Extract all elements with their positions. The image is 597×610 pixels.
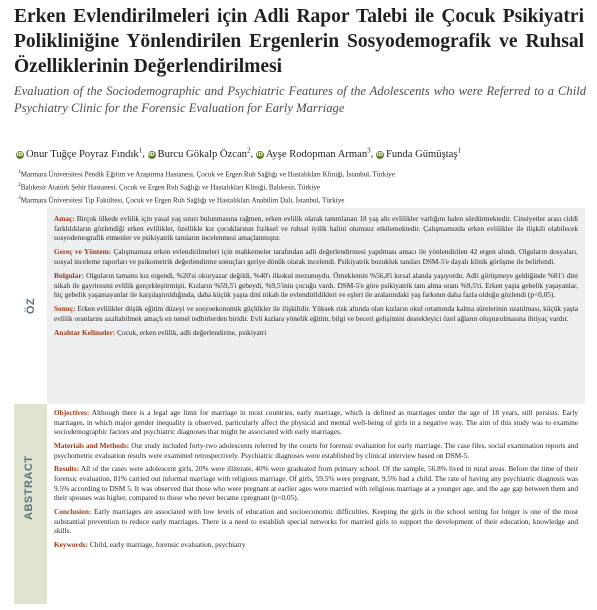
- orcid-icon[interactable]: iD: [148, 151, 155, 158]
- orcid-icon[interactable]: iD: [376, 151, 384, 158]
- oz-body: [54, 214, 578, 342]
- oz-section: Sonuç: Erken evlilikler düşük eğitim düzeyi ve sosyoekonomik güçlükler ile ilişkilidir. Yüksek risk altında olan kızların okul ortamında kalma sürelerinin uzatılması, küçük yaşta evlilik oranlarını azaltabilmek amaçlı en temel tedbirlerden biridir. Evli kızlara yönelik eğitim, bilgi ve beceri gelişimini destekleyici özel ağların oluşturulmasına ihtiyaç vardır.: [54, 304, 578, 323]
- english-abstract-panel: [14, 404, 585, 604]
- oz-keywords: Anahtar Kelimeler: Çocuk, erken evlilik, adli değerlendirme, psikiyatri: [54, 327, 267, 337]
- oz-section: Gereç ve Yöntem: Çalışmamıza erken evlendirilmeleri için mahkemeler tarafından adli değerlendirmesi yapılması amacı ile yönlendirilen 42 ergen alındı. Olguların dosyaları, sosyal inceleme raporları ve psikometrik değerlendirme sonuçları geriye dönük olarak incelendi. Psikiyatrik bozukluk tanıları DSM-5'e dayalı klinik görüşme ile belirlendi.: [54, 247, 578, 266]
- affiliation-list: [18, 167, 588, 206]
- oz-label: ÖZ: [25, 297, 37, 315]
- abstract-body: [54, 408, 578, 554]
- affiliation: $^3$Marmara Üniversitesi Tıp Fakültesi, Çocuk ve Ergen Ruh Sağlığı ve Hastalıkları Anabilim Dalı, İstanbul, Türkiye: [18, 194, 345, 205]
- abstract-label: ABSTRACT: [23, 455, 35, 520]
- author[interactable]: iD Onur Tuğçe Poyraz Fındık$^1$: [16, 146, 143, 160]
- turkish-abstract-panel: [14, 208, 585, 411]
- oz-side-tab: [14, 208, 47, 411]
- abstract-section: Materials and Methods: Our study included forty-two adolescents referred by the courts for forensic evaluation for early marriage. The case files, social examination reports and psychometric evaluation results were examined retrospectively. Psychiatric diagnoses were established by clinical interview based on DSM-5.: [54, 440, 579, 460]
- abstract-section: Objectives: Although there is a legal age limit for marriage in most countries, early marriage, which is defined as marriages under the age of 18 years, still persists. Early marriages, in which major gender inequality is observed, particularly affect the physical and mental well-being of girls in a negative way. The aim of this study was to examine sociodemographic factors and psychiatric diagnoses that might be associated with early marriages.: [54, 408, 578, 437]
- author[interactable]: iD Burcu Gökalp Özcan$^2$: [148, 146, 251, 160]
- author-list: iD Onur Tuğçe Poyraz Fındık$^1$, iD Burcu Gökalp Özcan$^2$, iD Ayşe Rodopman Arman$^3$, iD Funda Gümüştaş$^1$: [16, 146, 461, 160]
- author[interactable]: iD Funda Gümüştaş$^1$: [376, 146, 461, 160]
- oz-section: Amaç: Birçok ülkede evlilik için yasal yaş sınırı bulunmasına rağmen, erken evlilik olarak tanımlanan 18 yaş altı evlilikler varlığını halen sürdürmektedir. Cinsiyetler arası ciddi farklılıkların gözlendiği erken evlilikler, özellikle kız çocuklarının fiziksel ve ruhsal iyilik halini olumsuz etkilemektedir. Çalışmamızda erken evlilikler ile ilişkili olabilecek sosyodemografik etmenler ve psikiyatrik tanıların incelenmesi amaçlanmıştır.: [54, 214, 579, 243]
- abstract-side-tab: [14, 404, 47, 604]
- orcid-icon[interactable]: iD: [256, 151, 263, 158]
- article-title-en: Evaluation of the Sociodemographic and Psychiatric Features of the Adolescents who were Referred to a Child Psychiatry Clinic for the Forensic Evaluation for Early Marriage: [14, 84, 586, 115]
- abstract-section: Results: All of the cases were adolescent girls, 20% were illiterate, 40% were graduated from primary school. Of the sample, 56.8% lived in rural areas. Before the time of their forensic evaluation, 81% carried out informal marriage with religious marriage. Of girls, 59.5% were pregnant, 9.5% had a child. The rate of having any psychiatric diagnosis was 9.5% according to DSM 5. It was observed that those who were pregnant at earlier ages were married with religious marriage at a younger age, and the age gap between them and their spouses was higher, compared to those who never became cpregnant (p<0.05).: [54, 464, 579, 503]
- article-title-tr: Erken Evlendirilmeleri için Adli Rapor Talebi ile Çocuk Psikiyatri Polikliniğine Yönlendirilen Ergenlerin Sosyodemografik ve Ruhsal Özelliklerinin Değerlendirilmesi: [14, 6, 584, 77]
- orcid-icon[interactable]: iD: [16, 151, 24, 158]
- abstract-keywords: Keywords: Child, early marriage, forensic evaluation, psychiatry: [54, 539, 246, 549]
- oz-section: Bulgular: Olguların tamamı kız ergendi, %20'si okuryazar değildi, %40'ı ilkokul mezunuydu. Örneklemin %56,8'i kırsal alanda yaşıyordu. Adli görüşmeye geldiğinde %81'i dini nikah ile gayriresmi evlilik gerçekleştirmişti. Kızların %59,5'i gebeydi, %9,5'inin çocuğu vardı. DSM-5'e göre psikiyatrik tanı alma oranı %9,5'ti. Erken yaşta gebelik yaşayanlar, hiç gebelik yaşamayanlar ile karşılaştırıldığında, daha küçük yaşta dini nikah ile evlendirildikleri ve eşleri ile aralarındaki yaş farkının daha fazla olduğu gözlendi (p<0,05).: [54, 270, 578, 300]
- affiliation: $^2$Balıkesir Atatürk Şehir Hastanesi, Çocuk ve Ergen Ruh Sağlığı ve Hastalıkları Kliniği, Balıkesir, Türkiye: [18, 181, 321, 192]
- affiliation: $^1$Marmara Üniversitesi Pendik Eğitim ve Araştırma Hastanesi, Çocuk ve Ergen Ruh Sağlığı ve Hastalıkları Kliniği, İstanbul, Türkiye: [18, 169, 396, 179]
- abstract-section: Conclusion: Early marriages are associated with low levels of education and socioeconomic difficulties. Keeping the girls in the school setting for longer is one of the most substantial prevention to reduce early marriages. There is a need to establish special networks for married girls to support the development of their education, knowledge and skills.: [54, 506, 579, 536]
- author[interactable]: iD Ayşe Rodopman Arman$^3$: [256, 146, 371, 160]
